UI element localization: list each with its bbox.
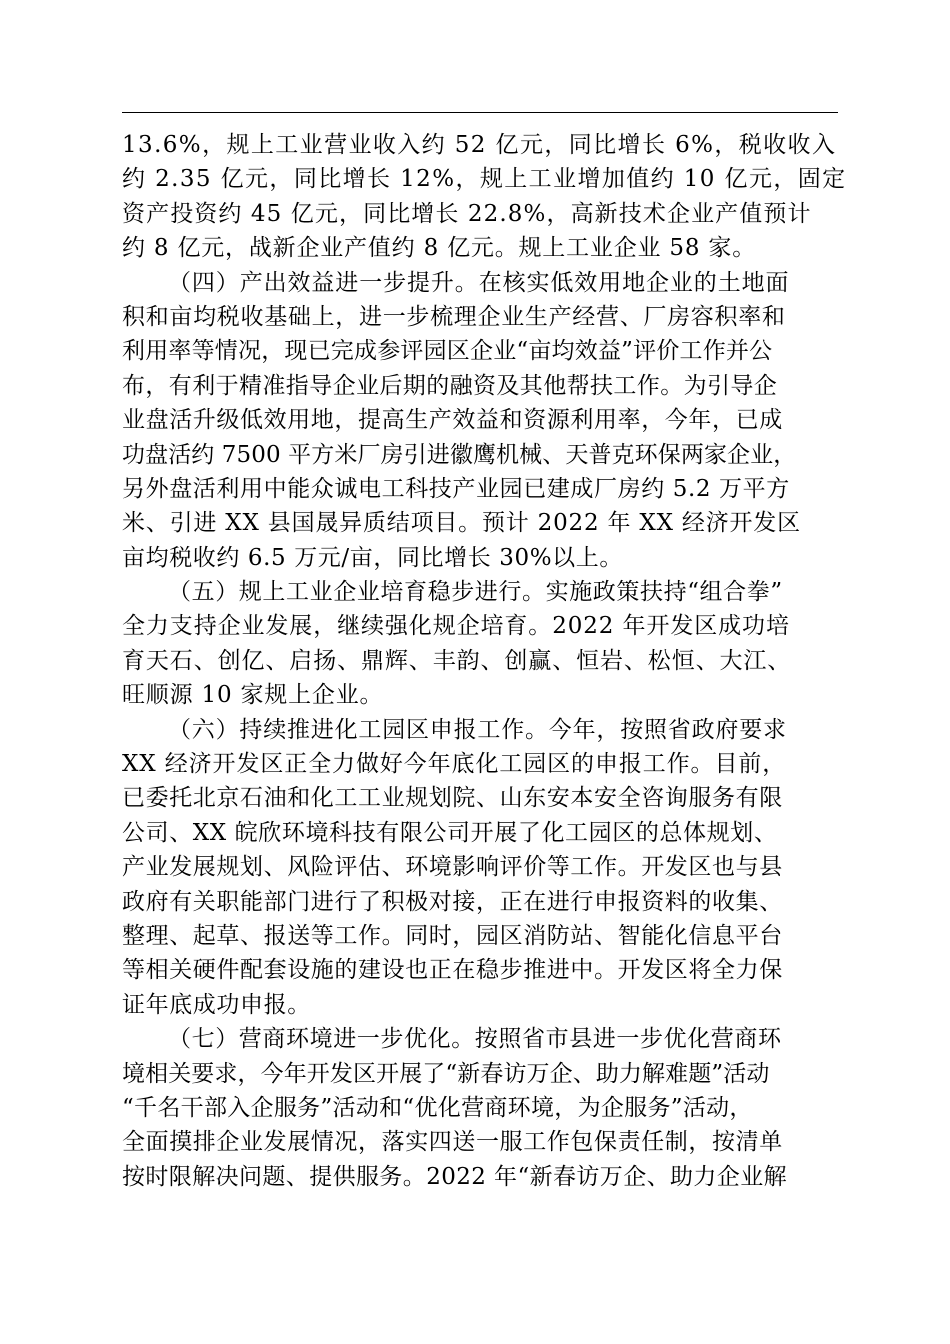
text-line: 育天石、创亿、启扬、鼎辉、丰韵、创赢、恒岩、松恒、大江、 (122, 647, 792, 674)
text-line: 利用率等情况，现已完成参评园区企业“亩均效益”评价工作并公 (122, 338, 773, 365)
text-line: 整理、起草、报送等工作。同时，园区消防站、智能化信息平台 (122, 922, 783, 949)
text-line: 13.6%，规上工业营业收入约 52 亿元，同比增长 6%，税收收入 (122, 132, 837, 158)
header-rule (122, 112, 838, 113)
text-line: 全面摸排企业发展情况，落实四送一服工作包保责任制，按清单 (122, 1129, 783, 1156)
text-line: XX 经济开发区正全力做好今年底化工园区的申报工作。目前， (122, 751, 787, 778)
text-line: 按时限解决问题、提供服务。2022 年“新春访万企、助力企业解 (122, 1163, 788, 1190)
text-line: 资产投资约 45 亿元，同比增长 22.8%，高新技术企业产值预计 (122, 200, 812, 227)
text-line: 产业发展规划、风险评估、环境影响评价等工作。开发区也与县 (122, 854, 783, 881)
text-line: “千名干部入企服务”活动和“优化营商环境，为企服务”活动， (122, 1094, 753, 1121)
text-line: 亩均税收约 6.5 万元/亩，同比增长 30%以上。 (122, 544, 623, 571)
body-text (122, 128, 847, 1194)
text-line: 积和亩均税收基础上，进一步梳理企业生产经营、厂房容积率和 (122, 303, 786, 330)
text-line: 公司、XX 皖欣环境科技有限公司开展了化工园区的总体规划、 (122, 819, 778, 846)
text-line: 约 2.35 亿元，同比增长 12%，规上工业增加值约 10 亿元，固定 (122, 166, 847, 193)
text-line: 米、引进 XX 县国晟异质结项目。预计 2022 年 XX 经济开发区 (122, 510, 801, 537)
text-line: 旺顺源 10 家规上企业。 (122, 682, 384, 709)
paragraph-heading-5: （五）规上工业企业培育稳步进行。实施政策扶持“组合拳” (168, 579, 783, 606)
text-line: 业盘活升级低效用地，提高生产效益和资源利用率，今年，已成 (122, 407, 783, 434)
text-line: 全力支持企业发展，继续强化规企培育。2022 年开发区成功培 (122, 613, 790, 640)
text-line: 证年底成功申报。 (122, 991, 311, 1018)
text-line: 境相关要求，今年开发区开展了“新春访万企、助力解难题”活动 (122, 1060, 770, 1087)
text-line: 等相关硬件配套设施的建设也正在稳步推进中。开发区将全力保 (122, 957, 783, 984)
text-line: 另外盘活利用中能众诚电工科技产业园已建成厂房约 5.2 万平方 (122, 475, 790, 502)
paragraph-heading-7: （七）营商环境进一步优化。按照省市县进一步优化营商环 (168, 1026, 782, 1053)
text-line: 布，有利于精准指导企业后期的融资及其他帮扶工作。为引导企 (122, 372, 778, 399)
text-line: 已委托北京石油和化工工业规划院、山东安本安全咨询服务有限 (122, 785, 783, 812)
text-line: 约 8 亿元，战新企业产值约 8 亿元。规上工业企业 58 家。 (122, 235, 756, 262)
paragraph-heading-4: （四）产出效益进一步提升。在核实低效用地企业的土地面 (168, 269, 790, 296)
text-line: 功盘活约 7500 平方米厂房引进徽鹰机械、天普克环保两家企业， (122, 441, 797, 468)
text-line: 政府有关职能部门进行了积极对接，正在进行申报资料的收集、 (122, 888, 783, 915)
paragraph-heading-6: （六）持续推进化工园区申报工作。今年，按照省政府要求 (168, 716, 787, 743)
